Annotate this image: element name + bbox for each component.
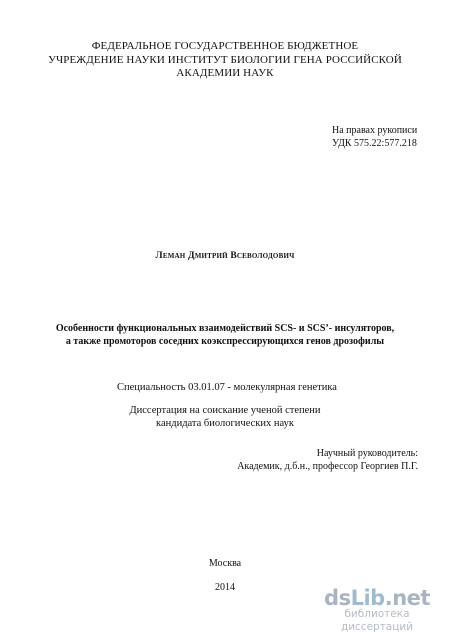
year: 2014: [215, 582, 235, 593]
institution-line: АКАДЕМИИ НАУК: [176, 67, 274, 79]
logo-mid: Lib: [350, 586, 385, 610]
supervisor-label: Научный руководитель:: [316, 448, 418, 459]
degree-line: кандидата биологических наук: [156, 418, 294, 429]
supervisor-name: Академик, д.б.н., профессор Георгиев П.Г.: [237, 461, 418, 472]
specialty-line: Специальность 03.01.07 - молекулярная генетика: [117, 382, 337, 393]
title-line: а также промоторов соседних коэкспрессирующихся генов дрозофилы: [65, 336, 385, 347]
institution-line: ФЕДЕРАЛЬНОЕ ГОСУДАРСТВЕННОЕ БЮДЖЕТНОЕ: [91, 40, 359, 52]
logo-prefix: ds: [324, 586, 351, 610]
manuscript-rights-block: [332, 124, 417, 150]
institution-line: УЧРЕЖДЕНИЕ НАУКИ ИНСТИТУТ БИОЛОГИИ ГЕНА РОССИЙСКОЙ: [48, 53, 402, 66]
author-name: Леман Дмитрий Всеволодович: [155, 251, 295, 261]
degree-line: Диссертация на соискание ученой степени: [129, 405, 321, 416]
city: Москва: [208, 558, 242, 569]
watermark-subtitle: библиотека диссертаций: [340, 608, 414, 633]
degree-statement: [0, 404, 450, 430]
institution-heading: [0, 40, 450, 81]
dslib-watermark: [312, 588, 442, 634]
dissertation-title: [0, 322, 450, 348]
logo-suffix: .net: [384, 586, 430, 610]
udc-code: УДК 575.22:577.218: [332, 138, 417, 149]
title-line: Особенности функциональных взаимодействий SCS- и SCS’- инсуляторов,: [55, 323, 395, 334]
dslib-logo: [312, 588, 442, 608]
supervisor-block: [237, 447, 418, 473]
rights-note: На правах рукописи: [332, 125, 418, 136]
